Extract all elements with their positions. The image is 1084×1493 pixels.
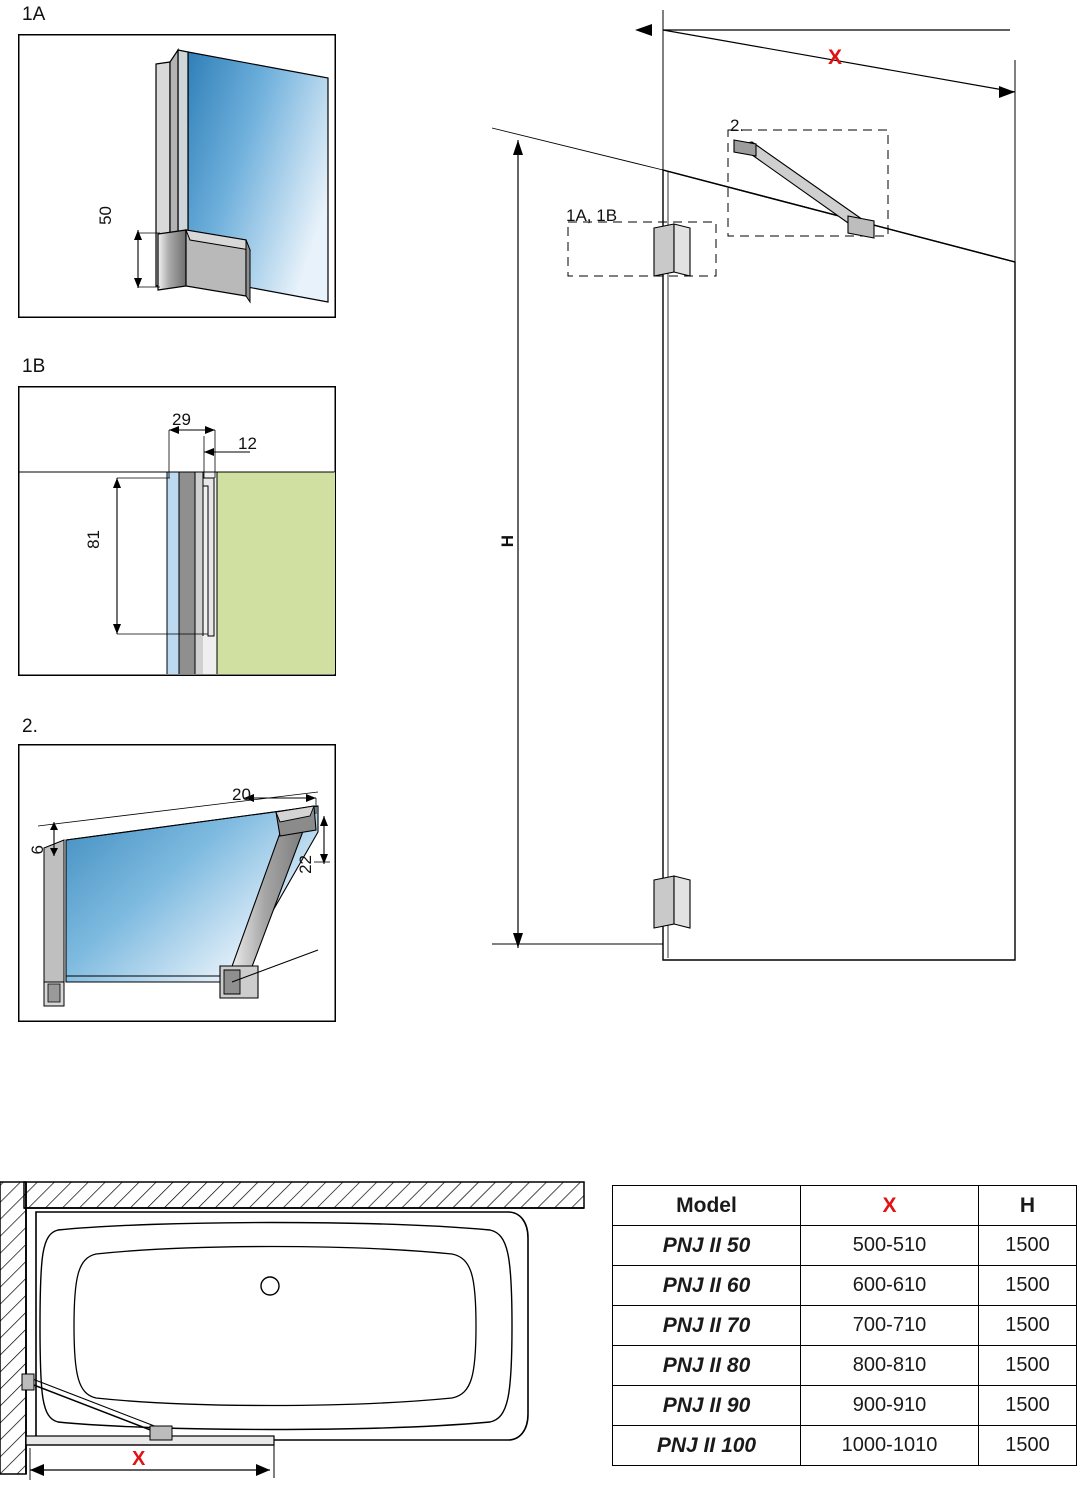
panel-1a-label: 1A <box>22 4 46 25</box>
cell-x: 1000-1010 <box>801 1426 979 1466</box>
callout-bar-label: 2. <box>730 116 745 135</box>
table-row <box>613 1226 1077 1266</box>
dim-1a-50: 50 <box>96 206 115 225</box>
header-x: X <box>801 1186 979 1226</box>
cell-model: PNJ II 70 <box>613 1306 801 1346</box>
dim-plan-x: X <box>132 1448 146 1470</box>
cell-h: 1500 <box>979 1266 1077 1306</box>
dim-2-20: 20 <box>232 785 251 804</box>
table-row <box>613 1386 1077 1426</box>
cell-h: 1500 <box>979 1386 1077 1426</box>
table-row <box>613 1346 1077 1386</box>
cell-model: PNJ II 90 <box>613 1386 801 1426</box>
table-row <box>613 1426 1077 1466</box>
panel-2-figure <box>18 744 336 1022</box>
main-elevation-drawing <box>470 0 1080 990</box>
plan-view-bathtub <box>0 1168 596 1488</box>
cell-x: 800-810 <box>801 1346 979 1386</box>
cell-x: 700-710 <box>801 1306 979 1346</box>
dim-2-22: 22 <box>296 855 315 874</box>
cell-model: PNJ II 100 <box>613 1426 801 1466</box>
cell-x: 900-910 <box>801 1386 979 1426</box>
header-model: Model <box>613 1186 801 1226</box>
cell-model: PNJ II 50 <box>613 1226 801 1266</box>
dim-1b-12: 12 <box>238 434 257 453</box>
panel-1b-label: 1B <box>22 356 46 377</box>
dim-1b-29: 29 <box>172 410 191 429</box>
dim-main-x: X <box>828 46 843 69</box>
dim-1b-81: 81 <box>84 530 103 549</box>
table-row <box>613 1266 1077 1306</box>
cell-x: 600-610 <box>801 1266 979 1306</box>
cell-model: PNJ II 60 <box>613 1266 801 1306</box>
table-header-row <box>613 1186 1077 1226</box>
panel-2-label: 2. <box>22 716 38 737</box>
dim-2-6: 6 <box>28 845 47 855</box>
table-row <box>613 1306 1077 1346</box>
model-spec-table <box>612 1185 1077 1466</box>
cell-h: 1500 <box>979 1306 1077 1346</box>
cell-x: 500-510 <box>801 1226 979 1266</box>
cell-h: 1500 <box>979 1226 1077 1266</box>
panel-1a-figure <box>18 34 336 318</box>
cell-h: 1500 <box>979 1426 1077 1466</box>
header-h: H <box>979 1186 1077 1226</box>
cell-model: PNJ II 80 <box>613 1346 801 1386</box>
callout-hinges-label: 1A, 1B <box>566 206 618 225</box>
cell-h: 1500 <box>979 1346 1077 1386</box>
dim-main-h: H <box>498 534 517 547</box>
